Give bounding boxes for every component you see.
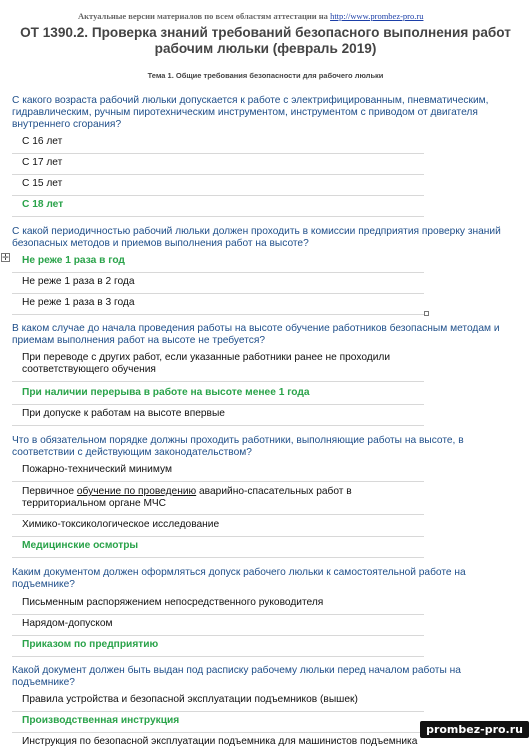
question-2: С какой периодичностью рабочий люльки должен проходить в комиссии предприятия проверку знаний безопасных методов и приемов выполнения работ на высоте?	[12, 226, 501, 249]
divider	[12, 381, 424, 382]
answer-2-2: Не реже 1 раза в 2 года	[22, 276, 135, 287]
answer-5-3-correct: Приказом по предприятию	[22, 639, 159, 650]
answer-6-2-correct: Производственная инструкция	[22, 715, 180, 726]
divider	[12, 614, 424, 615]
divider	[12, 514, 424, 515]
question-3: В каком случае до начала проведения работы на высоте обучение работников безопасным методам и приемам выполнения работ на высоте не требуется?	[12, 323, 500, 346]
divider	[12, 425, 424, 426]
answer-2-3: Не реже 1 раза в 3 года	[22, 297, 135, 308]
question-4: Что в обязательном порядке должны проходить работники, выполняющие работы на высоте, в соответствии с действующим законодательством?	[12, 435, 464, 458]
divider	[12, 195, 424, 196]
question-1: С какого возраста рабочий люльки допускается к работе с электрифицированным, пневматическим, гидравлическим, ручным пиротехническим инструментом, инструментом с приводом от двигателя внутреннего сгорания?	[12, 95, 489, 130]
answer-4-3: Химико-токсикологическое исследование	[22, 519, 220, 530]
answer-1-2: С 17 лет	[22, 157, 63, 168]
header-line	[78, 11, 423, 21]
divider	[12, 293, 424, 294]
answer-6-1: Правила устройства и безопасной эксплуатации подъемников (вышек)	[22, 694, 358, 705]
answer-5-2: Нарядом-допуском	[22, 618, 113, 629]
divider	[12, 732, 424, 733]
divider	[12, 216, 424, 217]
divider	[12, 314, 424, 315]
divider	[12, 272, 424, 273]
divider	[12, 174, 424, 175]
topic-heading: Тема 1. Общие требования безопасности для рабочего люльки	[147, 71, 384, 80]
question-5: Каким документом должен оформляться допуск рабочего люльки к самостоятельной работе на подъемнике?	[12, 567, 466, 590]
answer-6-3: Инструкция по безопасной эксплуатации подъемника для машинистов подъемника	[22, 736, 418, 747]
header-label: Актуальные версии материалов по всем областям аттестации на	[78, 11, 328, 21]
divider	[12, 536, 424, 537]
table-resize-handle[interactable]	[424, 311, 429, 316]
site-watermark: prombez-pro.ru	[420, 721, 529, 738]
answer-3-2-correct: При наличии перерыва в работе на высоте менее 1 года	[22, 387, 310, 398]
table-move-handle-icon[interactable]: ✛	[2, 253, 9, 262]
divider	[12, 635, 424, 636]
divider	[12, 153, 424, 154]
header-link[interactable]: http://www.prombez-pro.ru	[330, 11, 424, 21]
answer-1-4-correct: С 18 лет	[22, 199, 64, 210]
answer-2-1-correct: Не реже 1 раза в год	[22, 255, 125, 266]
document-title: ОТ 1390.2. Проверка знаний требований безопасного выполнения работ рабочим люльки (февраль 2019)	[20, 25, 511, 56]
divider	[12, 481, 424, 482]
answer-4-4-correct: Медицинские осмотры	[22, 540, 139, 551]
answer-4-1: Пожарно-технический минимум	[22, 464, 172, 475]
divider	[12, 404, 424, 405]
divider	[12, 656, 424, 657]
answer-1-3: С 15 лет	[22, 178, 63, 189]
answer-5-1: Письменным распоряжением непосредственного руководителя	[22, 597, 324, 608]
answer-1-1: С 16 лет	[22, 136, 63, 147]
divider	[12, 557, 424, 558]
question-6: Какой документ должен быть выдан под расписку рабочему люльки перед началом работы на подъемнике?	[12, 665, 461, 688]
answer-3-3: При допуске к работам на высоте впервые	[22, 408, 225, 419]
answer-4-2: Первичное обучение по проведению аварийно-спасательных работ в территориальном органе МЧС	[22, 486, 352, 509]
answer-3-1: При переводе с других работ, если указанные работники ранее не проходили соответствующего обучения	[22, 352, 391, 375]
divider	[12, 711, 424, 712]
